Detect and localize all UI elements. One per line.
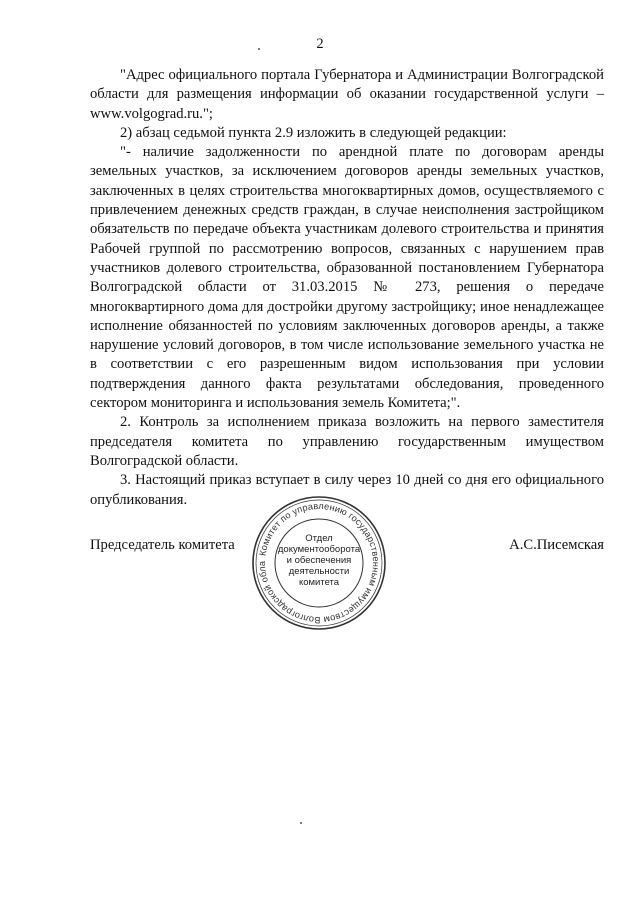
paragraph-effective-date: 3. Настоящий приказ вступает в силу через 10 дней со дня его официального опубликования. (90, 472, 604, 508)
page-number: 2 (316, 36, 324, 52)
stamp-outer-text: Комитет по управлению государственным имуществом Волгоградской обла (256, 500, 382, 626)
paragraph-amendment-text: "- наличие задолженности по арендной плате по договорам аренды земельных участков, за исключением договоров аренды земельных участков, заключенных в целях строительства многоквартирных домов, осуществляемого с привлечением денежных средств граждан, в случае неисполнения застройщиком обязательств по передаче объекта участникам долевого строительства и принятия Рабочей группой по рассмотрению вопросов, связанных с нарушением прав участников долевого строительства, образованной постановлением Губернатора Волгоградской области от 31.03.2015 № 273, решения о передаче многоквартирного дома для достройки другому застройщику; иное ненадлежащее исполнение обязанностей по условиям заключенных договоров аренды, а также нарушение условий договоров, в том числе использование земельного участка не в соответствии с его разрешенным видом использования при условии подтверждения данного факта результатами обследования, проведенного сектором мониторинга и использования земель Комитета;". (90, 144, 604, 412)
signatory-name: А.С.Писемская (509, 537, 604, 553)
scan-speck (300, 822, 302, 824)
document-body (90, 66, 604, 510)
stamp-line-5: комитета (298, 577, 340, 588)
stamp-line-2: документооборота (277, 544, 361, 555)
paragraph-amendment-2-9: 2) абзац седьмой пункта 2.9 изложить в следующей редакции: (120, 124, 507, 141)
scan-speck (258, 48, 260, 50)
stamp-graphic (251, 495, 387, 631)
office-stamp (251, 495, 387, 631)
stamp-line-4: деятельности (288, 566, 350, 577)
stamp-line-3: и обеспечения (286, 555, 352, 566)
signatory-role: Председатель комитета (90, 537, 235, 553)
paragraph-portal-address: "Адрес официального портала Губернатора и Администрации Волгоградской области для размещения информации об оказании государственной услуги – www.volgograd.ru."; (90, 67, 604, 122)
stamp-line-1: Отдел (305, 533, 333, 544)
paragraph-control-clause: 2. Контроль за исполнением приказа возложить на первого заместителя председателя комитета по управлению государственным имуществом Волгоградской области. (90, 414, 604, 469)
